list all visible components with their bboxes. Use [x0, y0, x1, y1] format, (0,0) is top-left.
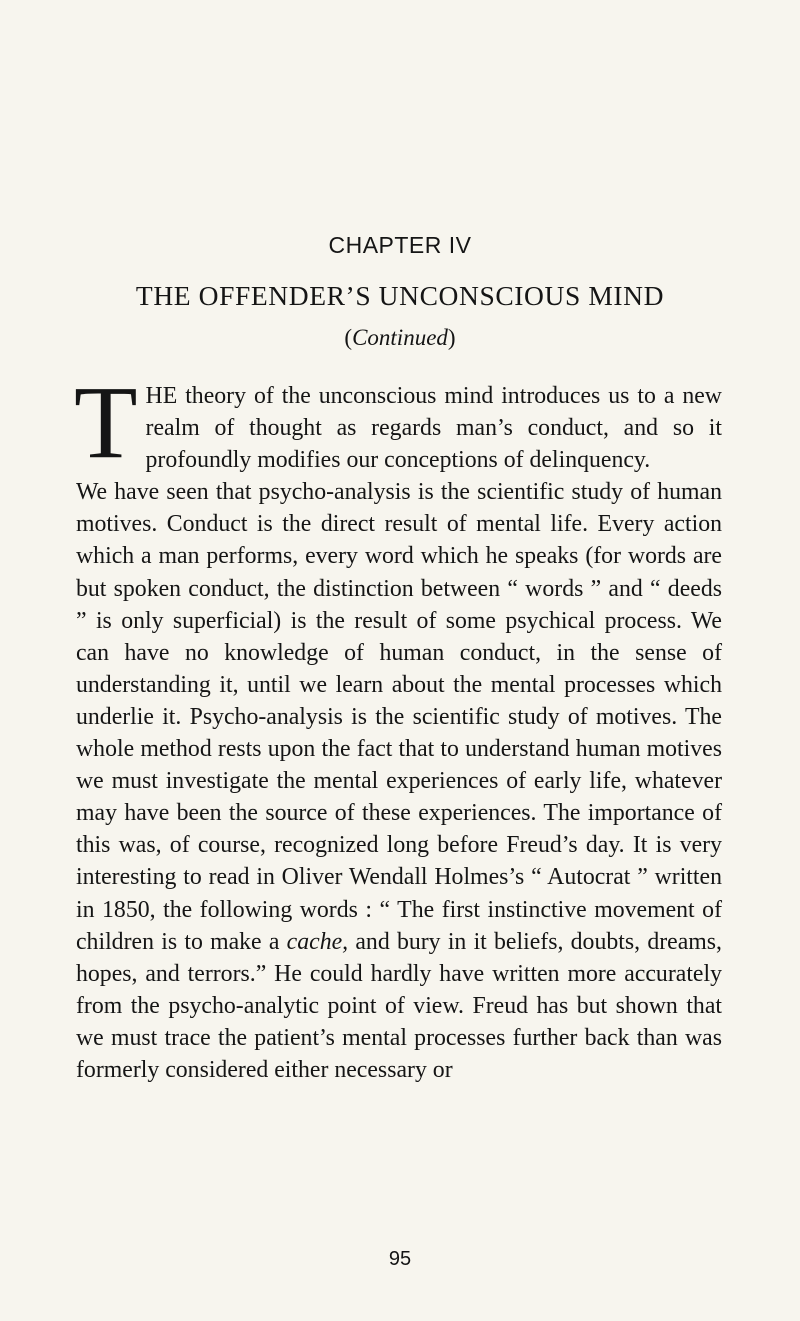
chapter-subtitle: (Continued): [344, 325, 456, 350]
paragraph-2: We have seen that psycho-analysis is the scientific study of human motives. Conduct is the direct result of mental life. Every action which a man performs, every word which he speaks (for words are but spoken conduct, the distinction between “ words ” and “ deeds ” is only superficial) is the result of some psychical process. We can have no knowledge of human conduct, in the sense of understanding it, until we learn about the mental processes which underlie it. Psycho-analysis is the scientific study of motives. The whole method rests upon the fact that to understand human motives we must investigate the mental experiences of early life, whatever may have been the source of these experiences. The importance of this was, of course, recognized long before Freud’s day. It is very interesting to read in Oliver Wendall Holmes’s “ Autocrat ” written in 1850, the following words : “ The first instinctive movement of children is to make a cache, and bury in it beliefs, doubts, dreams, hopes, and terrors.” He could hardly have written more accurately from the psycho-analytic point of view. Freud has but shown that we must trace the patient’s mental processes further back than was formerly considered either necessary or: [76, 479, 722, 1083]
chapter-subtitle-text: Continued: [352, 325, 448, 350]
chapter-title: THE OFFENDER’S UNCONSCIOUS MIND: [135, 280, 665, 311]
italic-word: cache,: [286, 928, 349, 955]
page-number: 95: [388, 1248, 412, 1270]
drop-cap: T: [74, 365, 138, 480]
chapter-label: CHAPTER IV: [328, 232, 472, 258]
body-text: [74, 365, 722, 1086]
paragraph-1: HE theory of the unconscious mind introduces us to a new realm of thought as regards man’s conduct, and so it profoundly modifies our conceptions of delinquency.: [145, 383, 722, 474]
